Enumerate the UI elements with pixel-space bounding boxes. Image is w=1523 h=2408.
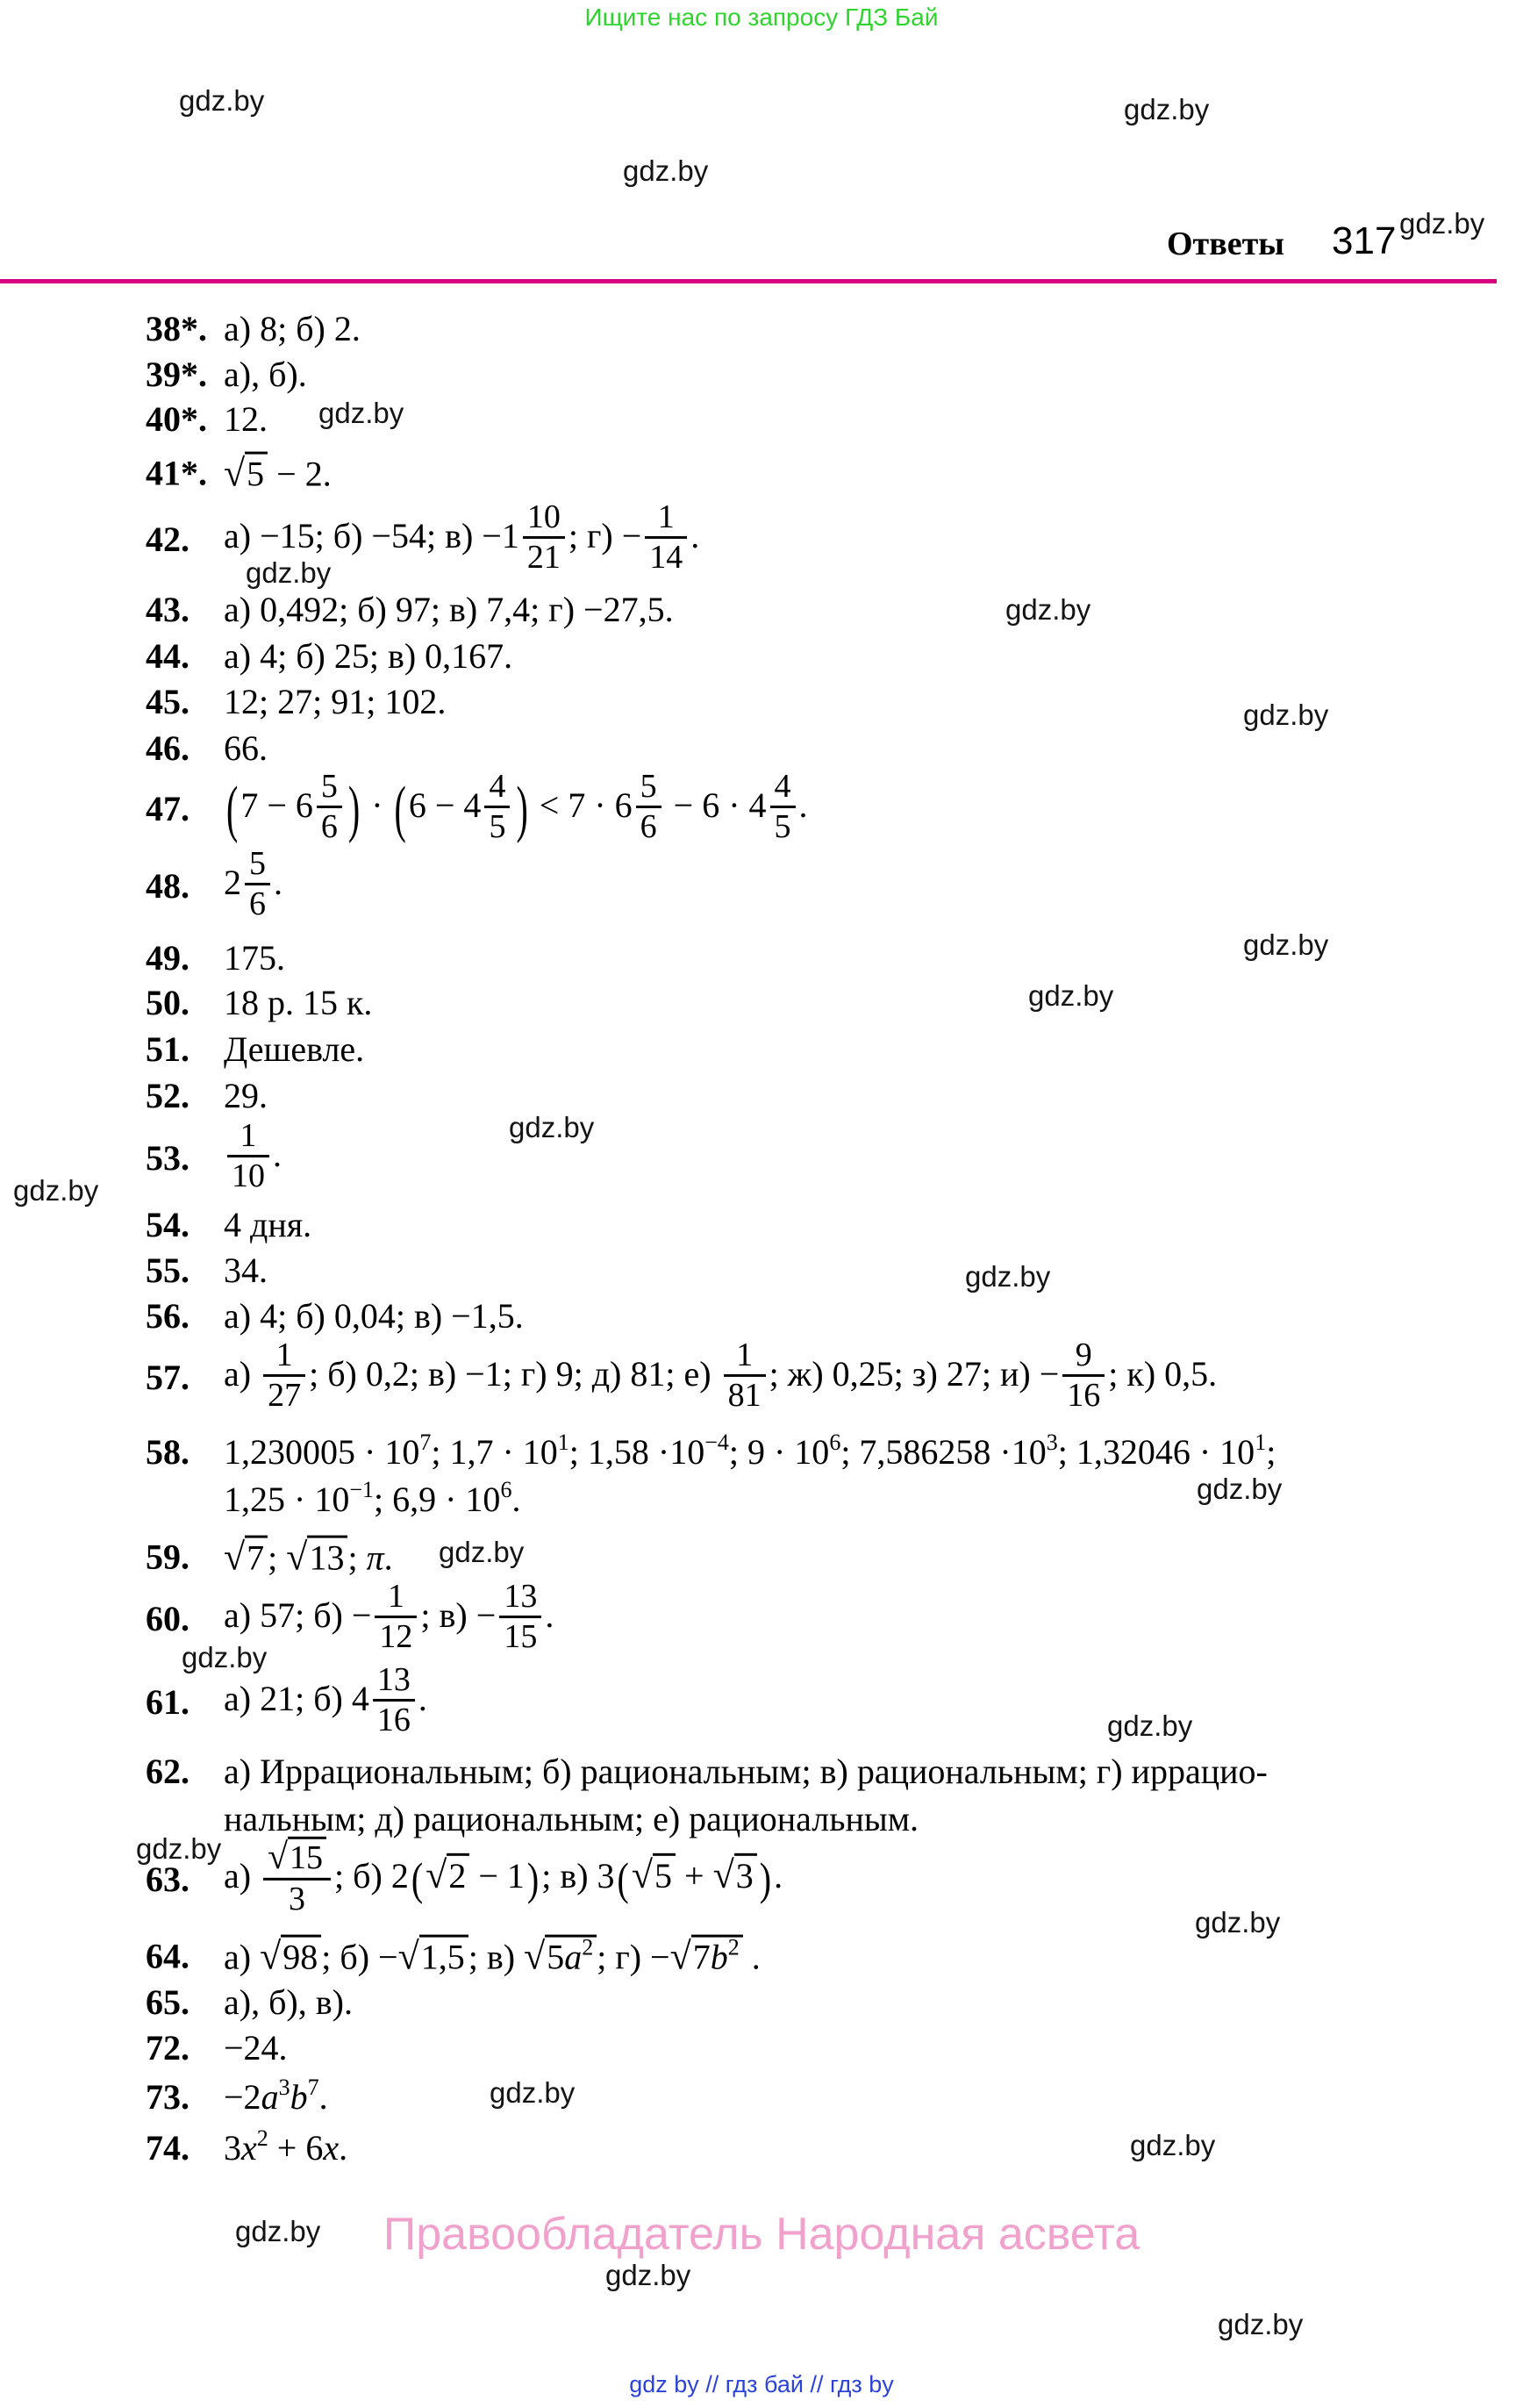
math-exponent: 3 [1046, 1429, 1058, 1455]
math-variable: π [366, 1537, 384, 1578]
answer-number: 51. [146, 1029, 189, 1069]
math-fraction: $\frac{10}{21}$ [523, 498, 565, 576]
watermark-gdz: gdz.by [1243, 699, 1329, 731]
radical-sign-icon: √ [397, 1934, 419, 1978]
answer-content: 12. [224, 399, 268, 439]
watermark-gdz: gdz.by [490, 2076, 576, 2109]
answer-number: 44. [146, 636, 189, 676]
answer-row [146, 1336, 1462, 1416]
answer-number: 59. [146, 1537, 189, 1577]
math-fraction: $\frac{5}{6}$ [245, 845, 270, 922]
answer-content: 29. [224, 1076, 268, 1115]
watermark-gdz: gdz.by [509, 1111, 595, 1143]
math-fraction: $\frac{13}{15}$ [499, 1578, 541, 1655]
watermark-gdz: gdz.by [182, 1641, 268, 1673]
answer-content: а) 4; б) 25; в) 0,167. [224, 636, 513, 676]
answer-content: а), б), в). [224, 1982, 353, 2022]
answer-row [146, 727, 1462, 770]
math-variable: b [290, 2077, 308, 2117]
answer-number: 48. [146, 866, 189, 906]
answer-content: √5 − 2. [224, 451, 332, 495]
answer-row [146, 354, 1462, 396]
answer-content: а) 57; б) − $\frac{1}{12}$ ; в) − $\frac{13}{15}$ . [224, 1577, 554, 1655]
answer-number: 42. [146, 520, 189, 559]
answer-number: 53. [146, 1138, 189, 1178]
answer-number: 39*. [146, 355, 207, 394]
promo-banner: Ищите нас по запросу ГДЗ Бай [584, 4, 939, 31]
math-exponent: 2 [256, 2125, 268, 2151]
watermark-gdz: gdz.by [623, 154, 709, 187]
answer-number: 38*. [146, 309, 207, 348]
math-exponent: 3 [278, 2074, 290, 2100]
math-radical: √5 [224, 455, 268, 494]
watermark-gdz: gdz.by [1218, 2308, 1304, 2340]
answer-number: 50. [146, 983, 189, 1022]
answer-number: 60. [146, 1599, 189, 1638]
answer-content: а) $\frac{√15}{3}$ ; б) 2(√2 − 1); в) 3(√5 + √3 ). [224, 1836, 783, 1917]
answer-number: 64. [146, 1936, 189, 1976]
math-exponent: 7 [307, 2074, 319, 2100]
answer-content: $1,230005 \cdot 10^7$; $1,7 \cdot 10^1$; $1,58 \cdot 10^{-4}$; $9 \cdot 10^6$; $7,586258 \cdot 10^3$; $1,32046 \cdot 10^1$; $1,25 \cdot 10^{-1}$; $6,9 \cdot 10^6$. [224, 1429, 1276, 1519]
math-radical: √5 [632, 1856, 676, 1896]
answer-number: 52. [146, 1076, 189, 1115]
radical-sign-icon: √ [712, 1853, 734, 1897]
answer-content: 4 дня. [224, 1205, 312, 1244]
radical-sign-icon: √ [260, 1934, 282, 1978]
watermark-gdz: gdz.by [235, 2215, 321, 2247]
watermark-gdz: gdz.by [1243, 928, 1329, 961]
answer-content: 12; 27; 91; 102. [224, 682, 447, 721]
page-title: Ответы [1167, 226, 1284, 262]
answer-content: Дешевле. [224, 1029, 365, 1069]
answer-content: а), б). [224, 355, 307, 394]
math-exponent: 2 [727, 1934, 740, 1960]
answer-content: а) Иррациональным; б) рациональным; в) рациональным; г) иррацио- нальным; д) рациональным; е) рациональным. [224, 1752, 1268, 1838]
answer-row [146, 498, 1462, 578]
answer-row [146, 1250, 1462, 1292]
math-radical: $√5a^2$ [524, 1938, 597, 1977]
answer-content: (7 − 6 $\frac{5}{6}$ ) · (6 − 4 $\frac{4}{5}$ ) < 7 · 6 $\frac{5}{6}$ − 6 · 4 $\frac{4}{5}$ . [226, 767, 808, 845]
answer-content: а) 0,492; б) 97; в) 7,4; г) −27,5. [224, 590, 674, 629]
answer-row [146, 1748, 1462, 1843]
answer-number: 65. [146, 1982, 189, 2022]
answer-row [146, 451, 1462, 498]
answer-number: 47. [146, 789, 189, 828]
answer-row [146, 635, 1462, 677]
math-variable: a [261, 2077, 279, 2117]
math-exponent: 1 [557, 1429, 569, 1455]
answer-row [146, 1075, 1462, 1117]
watermark-gdz: gdz.by [1124, 93, 1210, 125]
watermark-gdz: gdz.by [179, 84, 265, 117]
answer-number: 54. [146, 1205, 189, 1244]
watermark-gdz: gdz.by [1195, 1906, 1281, 1939]
footer-links: gdz by // гдз бай // гдз by [629, 2371, 894, 2397]
watermark-gdz: gdz.by [246, 556, 332, 589]
math-fraction: $\frac{4}{5}$ [770, 768, 796, 845]
answer-row [146, 767, 1462, 848]
answer-row [146, 308, 1462, 350]
radical-sign-icon: √ [669, 1934, 691, 1978]
math-exponent: −1 [349, 1476, 374, 1502]
answer-row [146, 2076, 1462, 2118]
answer-row [146, 844, 1462, 925]
math-radical: √13 [286, 1538, 347, 1578]
math-variable: x [323, 2128, 340, 2168]
page-number: 317 [1332, 219, 1397, 262]
answer-content: 2 $\frac{5}{6}$ . [224, 844, 282, 922]
math-variable: b [710, 1937, 728, 1977]
math-radical: √1,5 [398, 1938, 468, 1977]
math-fraction: $\frac{1}{10}$ [227, 1117, 269, 1194]
answer-row [146, 982, 1462, 1024]
radical-sign-icon: √ [631, 1853, 654, 1897]
math-exponent: −4 [704, 1429, 729, 1455]
answer-number: 73. [146, 2077, 189, 2117]
answer-content: а) 21; б) 4 $\frac{13}{16}$ . [224, 1660, 427, 1738]
answer-content: √7 ; √13 ; π. [224, 1535, 393, 1579]
answer-number: 43. [146, 590, 189, 629]
answer-content: $-2a^3b^7$. [224, 2074, 328, 2117]
math-radical: √2 [425, 1856, 469, 1896]
math-fraction: $\frac{5}{6}$ [636, 768, 661, 845]
answer-number: 45. [146, 682, 189, 721]
answer-number: 40*. [146, 399, 207, 439]
watermark-gdz: gdz.by [1399, 207, 1485, 240]
radical-sign-icon: √ [425, 1853, 447, 1897]
math-exponent: 2 [582, 1934, 594, 1960]
math-exponent: 6 [500, 1476, 512, 1502]
answer-content: −24. [224, 2028, 288, 2068]
math-radical: √15 [268, 1839, 326, 1876]
math-fraction: $\frac{1}{81}$ [724, 1337, 766, 1414]
answer-row [146, 1660, 1462, 1741]
answer-content: $3x^2 + 6x$. [224, 2125, 348, 2168]
answer-content: $\frac{1}{10}$ . [224, 1120, 1462, 1197]
answer-row [146, 2027, 1462, 2069]
answer-number: 74. [146, 2128, 189, 2168]
answer-row [146, 1934, 1462, 1981]
answer-content: а) 4; б) 0,04; в) −1,5. [224, 1296, 524, 1336]
answer-content: 18 р. 15 к. [224, 983, 373, 1022]
answer-number: 57. [146, 1358, 189, 1397]
math-radical: √98 [260, 1938, 321, 1977]
math-fraction: $\frac{5}{6}$ [317, 768, 342, 845]
answer-row [146, 1028, 1462, 1071]
math-fraction: $\frac{1}{14}$ [645, 498, 687, 576]
answer-row [146, 1204, 1462, 1246]
radical-sign-icon: √ [224, 1535, 246, 1579]
answer-number: 46. [146, 728, 189, 768]
answer-content: а) 8; б) 2. [224, 309, 361, 348]
answer-row [146, 1982, 1462, 2024]
answer-content: а) √98 ; б) −√1,5 ; в) $√5a^2$ ; $г) -√7b^2$ . [224, 1934, 761, 1978]
watermark-gdz: gdz.by [1197, 1473, 1283, 1505]
watermark-gdz: gdz.by [13, 1174, 99, 1207]
watermark-gdz: gdz.by [605, 2259, 691, 2291]
math-variable: a [564, 1937, 583, 1977]
answer-row [146, 589, 1462, 631]
answer-content: 66. [224, 728, 268, 768]
accent-divider-line [0, 279, 1497, 283]
watermark-gdz: gdz.by [318, 397, 404, 429]
radical-sign-icon: √ [286, 1535, 308, 1579]
answer-number: 41*. [146, 453, 207, 493]
answer-number: 63. [146, 1859, 189, 1899]
radical-sign-icon: √ [268, 1836, 289, 1877]
radical-sign-icon: √ [524, 1934, 546, 1978]
math-fraction: $\frac{4}{5}$ [484, 768, 510, 845]
answer-row [146, 1535, 1462, 1581]
answer-number: 56. [146, 1296, 189, 1336]
math-variable: x [241, 2128, 257, 2168]
copyright-text: Правообладатель Народная асвета [383, 2209, 1140, 2260]
watermark-gdz: gdz.by [1107, 1709, 1193, 1742]
answer-row [146, 2127, 1462, 2169]
math-fraction: $\frac{1}{27}$ [263, 1337, 305, 1414]
answer-number: 72. [146, 2028, 189, 2068]
watermark-gdz: gdz.by [965, 1260, 1051, 1293]
watermark-gdz: gdz.by [136, 1832, 222, 1865]
answer-content: 175. [224, 938, 285, 978]
watermark-gdz: gdz.by [439, 1536, 525, 1568]
answer-row [146, 1116, 1462, 1197]
answer-number: 58. [146, 1432, 189, 1472]
math-exponent: 7 [419, 1429, 432, 1455]
math-fraction: $\frac{√15}{3}$ [263, 1837, 331, 1917]
answer-number: 61. [146, 1682, 189, 1722]
math-fraction: $\frac{9}{16}$ [1062, 1337, 1105, 1414]
watermark-gdz: gdz.by [1130, 2129, 1216, 2161]
math-radical: $√7b^2$ [670, 1938, 743, 1977]
math-fraction: $\frac{1}{12}$ [375, 1578, 417, 1655]
answer-content: а) −15; б) −54; в) −1 $\frac{10}{21}$ ; г) − $\frac{1}{14}$ . [224, 498, 700, 576]
answer-row [146, 1577, 1462, 1658]
answer-row [146, 1295, 1462, 1337]
answer-number: 62. [146, 1752, 189, 1791]
answer-number: 49. [146, 938, 189, 978]
answer-content: а) $\frac{1}{27}$ ; б) 0,2; в) −1; г) 9; д) 81; е) $\frac{1}{81}$ ; ж) 0,25; з) 27; и) − $\frac{9}{16}$ ; к) 0,5. [224, 1336, 1218, 1414]
math-fraction: $\frac{13}{16}$ [373, 1661, 415, 1738]
math-exponent: 1 [1255, 1429, 1267, 1455]
answer-number: 55. [146, 1251, 189, 1290]
watermark-gdz: gdz.by [1005, 593, 1091, 626]
radical-sign-icon: √ [224, 451, 246, 495]
math-radical: √3 [713, 1856, 757, 1896]
math-radical: √7 [224, 1538, 268, 1578]
watermark-gdz: gdz.by [1028, 979, 1114, 1012]
answer-content: 34. [224, 1251, 268, 1290]
math-exponent: 6 [829, 1429, 841, 1455]
